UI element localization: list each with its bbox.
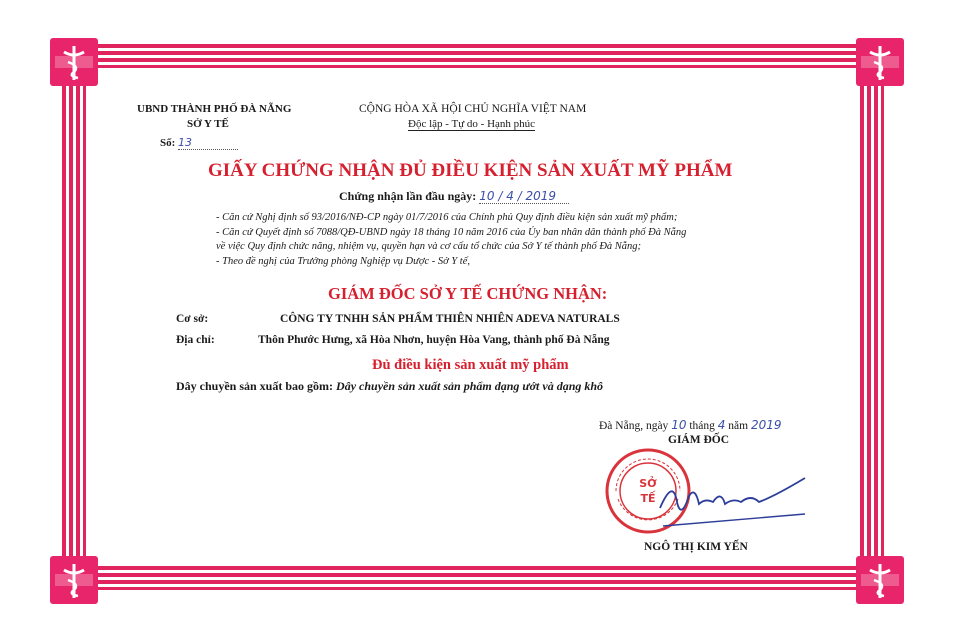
signing-month-label: tháng bbox=[689, 420, 715, 432]
first-certification-date: 10 / 4 / 2019 bbox=[479, 189, 569, 204]
signing-date bbox=[599, 418, 782, 432]
legal-basis-1: - Căn cứ Nghị định số 93/2016/NĐ-CP ngày 01/7/2016 của Chính phủ Quy định điều kiện sản xuất mỹ phẩm; bbox=[216, 212, 678, 223]
address-value: Thôn Phước Hưng, xã Hòa Nhơn, huyện Hòa Vang, thành phố Đà Nẵng bbox=[258, 334, 610, 346]
national-motto: Độc lập - Tự do - Hạnh phúc bbox=[408, 118, 536, 130]
border-top bbox=[72, 44, 890, 70]
legal-basis-2-cont: về việc Quy định chức năng, nhiệm vụ, quyền hạn và cơ cấu tổ chức của Sở Y tế thành phố Đà Nẵng; bbox=[216, 241, 642, 252]
facility-label: Cơ sở: bbox=[176, 313, 209, 325]
border-right bbox=[860, 80, 886, 570]
document-number bbox=[160, 136, 238, 150]
facility-name: CÔNG TY TNHH SẢN PHẨM THIÊN NHIÊN ADEVA NATURALS bbox=[280, 313, 620, 325]
certifier-heading: GIÁM ĐỐC SỞ Y TẾ CHỨNG NHẬN: bbox=[328, 284, 608, 303]
production-line-value: Dây chuyền sản xuất sản phẩm dạng ướt và dạng khô bbox=[336, 379, 604, 393]
document-number-value: 13 bbox=[178, 136, 238, 150]
national-title: CỘNG HÒA XÃ HỘI CHỦ NGHĨA VIỆT NAM bbox=[359, 103, 587, 115]
production-line-label: Dây chuyền sản xuất bao gồm: bbox=[176, 379, 334, 393]
production-line bbox=[176, 379, 603, 394]
svg-text:TẾ: TẾ bbox=[640, 492, 656, 505]
border-left bbox=[62, 80, 88, 570]
caduceus-icon-top-right bbox=[856, 38, 904, 86]
issuer-department: SỞ Y TẾ bbox=[187, 118, 229, 130]
caduceus-icon-bottom-right bbox=[856, 556, 904, 604]
certificate-title: GIẤY CHỨNG NHẬN ĐỦ ĐIỀU KIỆN SẢN XUẤT MỸ PHẨM bbox=[208, 160, 733, 181]
signing-day: 10 bbox=[671, 418, 687, 432]
caduceus-icon-bottom-left bbox=[50, 556, 98, 604]
signature-scribble bbox=[655, 468, 815, 538]
issuer-city: UBND THÀNH PHỐ ĐÀ NẴNG bbox=[137, 103, 292, 115]
first-certification-label: Chứng nhận lần đầu ngày: bbox=[339, 189, 477, 203]
caduceus-icon-top-left bbox=[50, 38, 98, 86]
address-label: Địa chỉ: bbox=[176, 334, 215, 346]
signing-month: 4 bbox=[717, 418, 726, 432]
svg-text:SỞ: SỞ bbox=[639, 477, 657, 490]
legal-basis-2: - Căn cứ Quyết định số 7088/QĐ-UBND ngày 18 tháng 10 năm 2016 của Ủy ban nhân dân thành phố Đà Nẵng bbox=[216, 227, 687, 238]
document-number-label: Số: bbox=[160, 137, 176, 149]
eligibility-statement: Đủ điều kiện sản xuất mỹ phẩm bbox=[372, 357, 569, 373]
signer-name: NGÔ THỊ KIM YẾN bbox=[644, 541, 748, 553]
first-certification bbox=[339, 189, 569, 204]
signing-year-label: năm bbox=[728, 420, 749, 432]
signing-place: Đà Nẵng, ngày bbox=[599, 420, 669, 432]
signing-year: 2019 bbox=[750, 418, 782, 432]
signer-position: GIÁM ĐỐC bbox=[668, 434, 730, 446]
legal-basis-3: - Theo đề nghị của Trưởng phòng Nghiệp vụ Dược - Sở Y tế, bbox=[216, 256, 470, 267]
border-bottom bbox=[72, 566, 890, 592]
